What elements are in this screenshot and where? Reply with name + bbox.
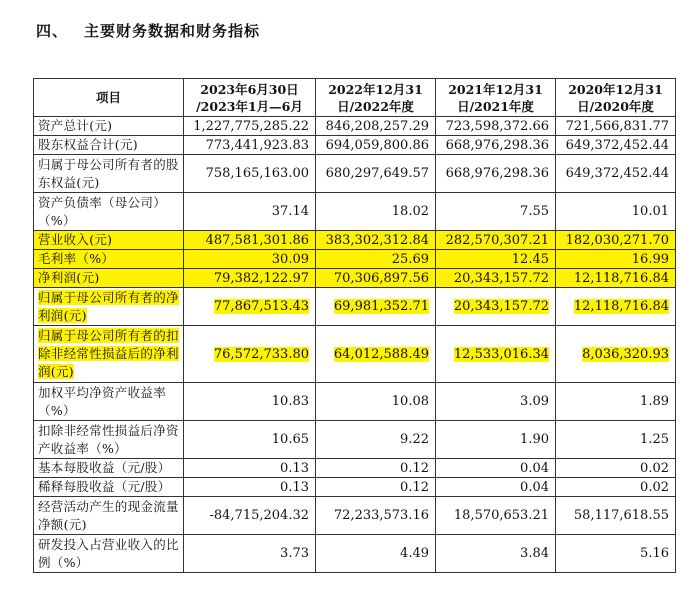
row-value: 383,302,312.84 (316, 231, 436, 250)
row-value: 846,208,257.29 (316, 117, 436, 136)
row-value: 182,030,271.70 (556, 231, 676, 250)
row-label: 扣除非经常性损益后净资产收益率（%） (34, 421, 184, 459)
table-row (34, 478, 676, 497)
row-value: 282,570,307.21 (436, 231, 556, 250)
row-value: 3.84 (436, 535, 556, 573)
table-row (34, 117, 676, 136)
table-row (34, 155, 676, 193)
row-value: 12,118,716.84 (556, 288, 676, 326)
row-label: 加权平均净资产收益率（%） (34, 383, 184, 421)
row-label: 归属于母公司所有者的股东权益(元) (34, 155, 184, 193)
row-value: 30.09 (184, 250, 316, 269)
table-row (34, 136, 676, 155)
row-value: 76,572,733.80 (184, 326, 316, 383)
row-value: 758,165,163.00 (184, 155, 316, 193)
row-value: 37.14 (184, 193, 316, 231)
row-value: 77,867,513.43 (184, 288, 316, 326)
table-row (34, 193, 676, 231)
table-row (34, 250, 676, 269)
row-value: 58,117,618.55 (556, 497, 676, 535)
row-value: 0.13 (184, 478, 316, 497)
row-label: 归属于母公司所有者的扣除非经常性损益后的净利润(元) (34, 326, 184, 383)
row-value: 5.16 (556, 535, 676, 573)
header-2021: 2021年12月31 日/2021年度 (436, 79, 556, 117)
row-value: 4.49 (316, 535, 436, 573)
section-heading (36, 20, 260, 41)
row-label: 毛利率（%） (34, 250, 184, 269)
row-label: 研发投入占营业收入的比例（%） (34, 535, 184, 573)
table-header-row (34, 79, 676, 117)
row-value: 723,598,372.66 (436, 117, 556, 136)
row-value: 0.12 (316, 459, 436, 478)
row-value: 12.45 (436, 250, 556, 269)
row-value: 25.69 (316, 250, 436, 269)
row-value: 668,976,298.36 (436, 136, 556, 155)
row-value: 0.12 (316, 478, 436, 497)
row-value: 8,036,320.93 (556, 326, 676, 383)
row-value: 79,382,122.97 (184, 269, 316, 288)
row-value: 1.25 (556, 421, 676, 459)
table-row (34, 459, 676, 478)
row-value: 12,118,716.84 (556, 269, 676, 288)
row-value: 0.02 (556, 459, 676, 478)
row-value: 668,976,298.36 (436, 155, 556, 193)
table-row (34, 497, 676, 535)
table-row (34, 535, 676, 573)
row-label: 资产负债率（母公司）（%） (34, 193, 184, 231)
section-number: 四、 (36, 22, 69, 40)
row-value: 72,233,573.16 (316, 497, 436, 535)
row-label: 资产总计(元) (34, 117, 184, 136)
table-row (34, 288, 676, 326)
row-value: 69,981,352.71 (316, 288, 436, 326)
row-label: 净利润(元) (34, 269, 184, 288)
row-value: 64,012,588.49 (316, 326, 436, 383)
row-value: 487,581,301.86 (184, 231, 316, 250)
row-value: 20,343,157.72 (436, 288, 556, 326)
header-2023h1: 2023年6月30日 /2023年1月—6月 (184, 79, 316, 117)
row-value: 1.90 (436, 421, 556, 459)
row-value: 773,441,923.83 (184, 136, 316, 155)
row-label: 股东权益合计(元) (34, 136, 184, 155)
table-row (34, 326, 676, 383)
row-value: 649,372,452.44 (556, 136, 676, 155)
section-title-text: 主要财务数据和财务指标 (84, 22, 261, 40)
row-value: 649,372,452.44 (556, 155, 676, 193)
header-2022: 2022年12月31 日/2022年度 (316, 79, 436, 117)
row-value: 20,343,157.72 (436, 269, 556, 288)
row-value: 0.13 (184, 459, 316, 478)
table-row (34, 231, 676, 250)
row-value: -84,715,204.32 (184, 497, 316, 535)
row-value: 7.55 (436, 193, 556, 231)
row-value: 0.02 (556, 478, 676, 497)
table-row (34, 383, 676, 421)
row-value: 18.02 (316, 193, 436, 231)
row-value: 694,059,800.86 (316, 136, 436, 155)
row-value: 0.04 (436, 459, 556, 478)
row-value: 10.08 (316, 383, 436, 421)
row-label: 基本每股收益（元/股） (34, 459, 184, 478)
header-2020: 2020年12月31 日/2020年度 (556, 79, 676, 117)
row-label: 营业收入(元) (34, 231, 184, 250)
row-label: 稀释每股收益（元/股） (34, 478, 184, 497)
row-value: 3.09 (436, 383, 556, 421)
row-value: 680,297,649.57 (316, 155, 436, 193)
table-row (34, 421, 676, 459)
row-label: 经营活动产生的现金流量净额(元) (34, 497, 184, 535)
row-value: 16.99 (556, 250, 676, 269)
row-label: 归属于母公司所有者的净利润(元) (34, 288, 184, 326)
row-value: 12,533,016.34 (436, 326, 556, 383)
table-row (34, 269, 676, 288)
row-value: 10.83 (184, 383, 316, 421)
row-value: 70,306,897.56 (316, 269, 436, 288)
row-value: 1.89 (556, 383, 676, 421)
row-value: 0.04 (436, 478, 556, 497)
row-value: 1,227,775,285.22 (184, 117, 316, 136)
header-item: 项目 (34, 79, 184, 117)
row-value: 3.73 (184, 535, 316, 573)
row-value: 9.22 (316, 421, 436, 459)
row-value: 721,566,831.77 (556, 117, 676, 136)
row-value: 10.65 (184, 421, 316, 459)
row-value: 10.01 (556, 193, 676, 231)
financial-indicators-table (33, 78, 676, 573)
row-value: 18,570,653.21 (436, 497, 556, 535)
